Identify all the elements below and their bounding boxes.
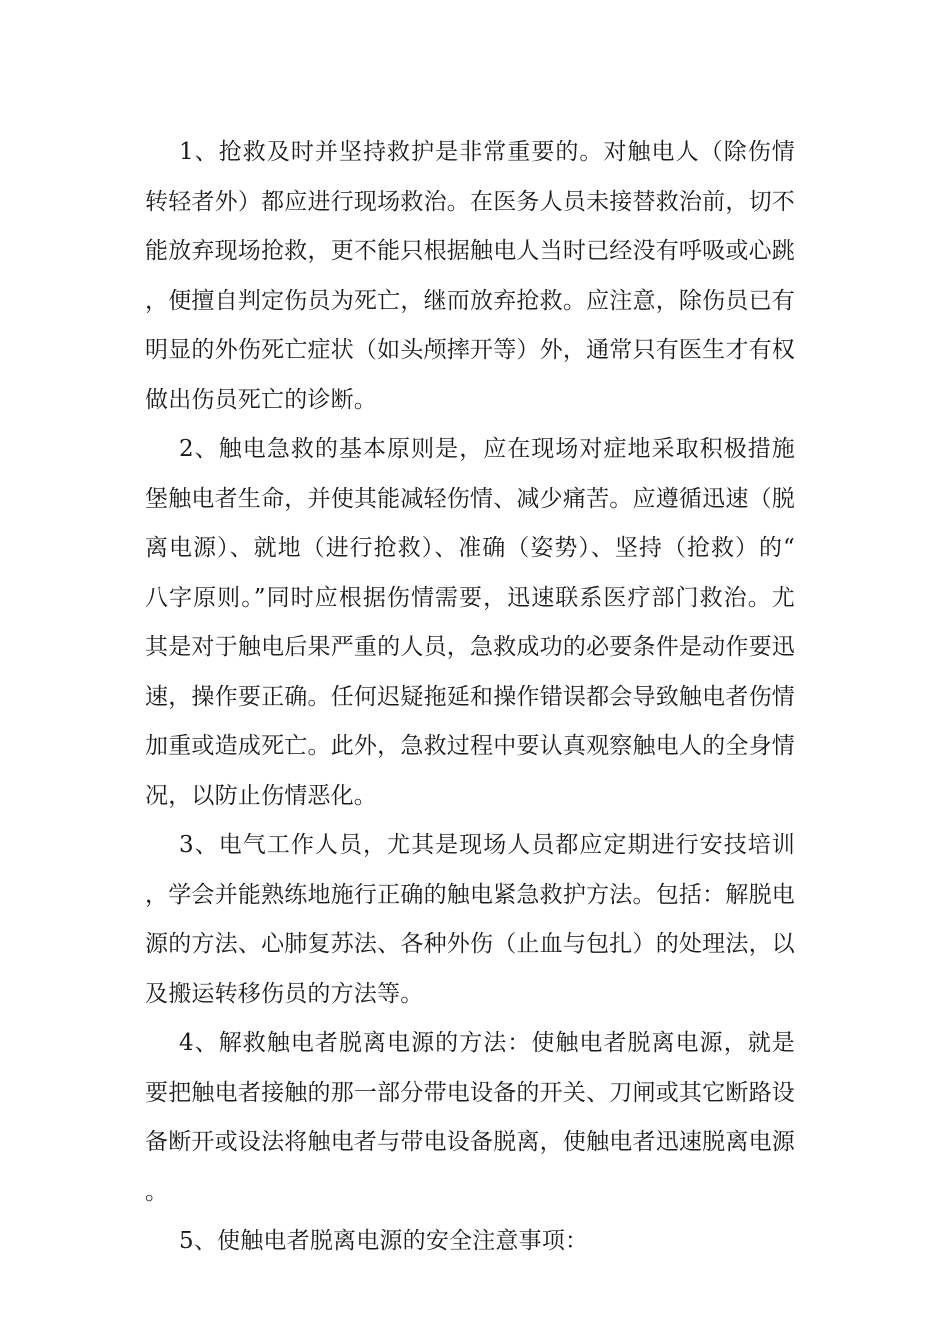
paragraph-3: 3、电气工作人员，尤其是现场人员都应定期进行安技培训，学会并能熟练地施行正确的触电紧急救护方法。包括：解脱电源的方法、心肺复苏法、各种外伤（止血与包扎）的处理法，以及搬运转移伤员的方法等。 xyxy=(145,832,795,1007)
paragraph-4: 4、解救触电者脱离电源的方法：使触电者脱离电源，就是要把触电者接触的那一部分带电设备的开关、刀闸或其它断路设备断开或设法将触电者与带电设备脱离，使触电者迅速脱离电源。 xyxy=(145,1030,795,1205)
document-body xyxy=(145,128,795,1267)
paragraph-5: 5、使触电者脱离电源的安全注意事项： xyxy=(179,1228,589,1254)
paragraph-2: 2、触电急救的基本原则是，应在现场对症地采取积极措施堡触电者生命，并使其能减轻伤情、减少痛苦。应遵循迅速（脱离电源）、就地（进行抢救）、准确（姿势）、坚持（抢救）的“八字原则。”同时应根据伤情需要，迅速联系医疗部门救治。尤其是对于触电后果严重的人员，急救成功的必要条件是动作要迅速，操作要正确。任何迟疑拖延和操作错误都会导致触电者伤情加重或造成死亡。此外，急救过程中要认真观察触电人的全身情况，以防止伤情恶化。 xyxy=(145,436,795,809)
paragraph-1: 1、抢救及时并坚持救护是非常重要的。对触电人（除伤情转轻者外）都应进行现场救治。在医务人员未接替救治前，切不能放弃现场抢救，更不能只根据触电人当时已经没有呼吸或心跳，便擅自判定伤员为死亡，继而放弃抢救。应注意，除伤员已有明显的外伤死亡症状（如头颅摔开等）外，通常只有医生才有权做出伤员死亡的诊断。 xyxy=(145,139,795,413)
